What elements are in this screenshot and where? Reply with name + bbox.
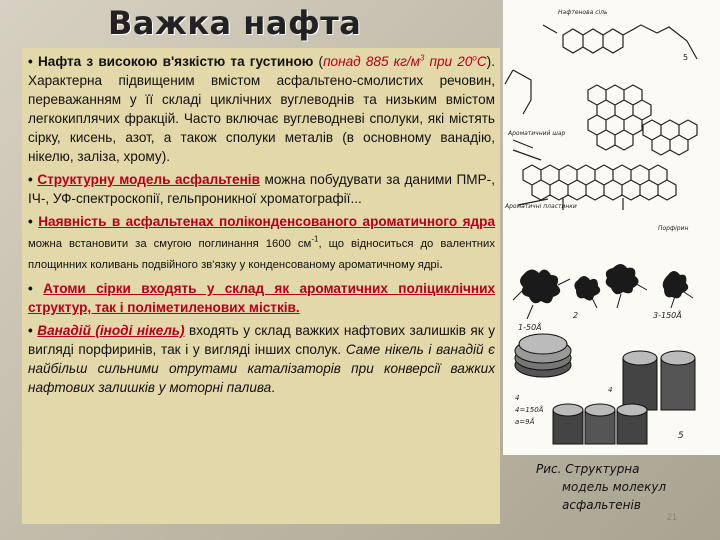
bullet: • — [28, 172, 33, 187]
polycyclic-core-drawing — [505, 25, 697, 210]
p1-at: при 20 — [424, 54, 473, 69]
p3-rest2: , що відноситься до валентних площинних коливань подвійного зв'язку у конденсованому ароматичному ядрі — [28, 238, 495, 271]
p1-c: С — [476, 54, 487, 69]
p1-open: ( — [313, 54, 324, 69]
label-aromatic-plates: Ароматичні пластинки — [505, 203, 577, 210]
paragraph-3 — [28, 212, 495, 275]
text-panel — [22, 48, 500, 524]
p1-close: ). — [486, 54, 495, 69]
p5-lead: Ванадій (іноді нікель) — [37, 323, 185, 338]
label-c3: 3-150Å — [653, 311, 682, 320]
p5-rest: входять у склад важких нафтових залишків як у вигляді порфиринів, так і у вигляді інших сполук. — [28, 323, 496, 357]
paragraph-1 — [28, 52, 495, 166]
slide-title: Важка нафта — [108, 4, 362, 42]
p4-lead: Атоми сірки входять у склад як ароматичних поліциклічних структур, так і поліметиленових містків. — [28, 281, 495, 315]
p1-lead: Нафта з високою в'язкістю та густиною — [37, 54, 314, 69]
p5-dot: . — [271, 380, 276, 395]
figure-labels — [504, 9, 688, 232]
label-naphthenic: Нафтенова сіль — [558, 9, 608, 16]
caption-line-2: модель молекул асфальтенів — [562, 480, 667, 512]
asphaltene-structure-diagram — [503, 0, 720, 455]
stacked-discs — [515, 334, 695, 444]
p1-sup3: 3 — [419, 53, 425, 63]
p5-italic: Саме нікель і ванадій є найбільш сильними отрутами каталізаторів при конверсії важких нафтових залишків у моторні палива — [28, 342, 496, 395]
p3-rest1: можна встановити за смугою поглинання 1600 см — [28, 238, 312, 250]
label-5: 5 — [683, 53, 689, 62]
label-c5: 5 — [678, 431, 684, 441]
label-aromatic-layer: Ароматичний шар — [508, 130, 566, 137]
label-porphyrin: Порфірин — [658, 225, 689, 232]
paragraph-5 — [28, 321, 495, 397]
bullet: • — [28, 281, 33, 296]
micelle-clusters — [520, 264, 688, 303]
asphaltene-figure — [503, 0, 720, 455]
p1-density: понад 885 кг/м — [323, 54, 420, 69]
p3-dot: . — [439, 256, 444, 271]
page-number: 21 — [667, 512, 678, 522]
paragraph-4 — [28, 279, 495, 317]
bullet: • — [28, 214, 33, 229]
p3-lead: Наявність в асфальтенах поліконденсованого ароматичного ядра — [38, 214, 495, 229]
micelle-labels — [518, 309, 682, 332]
label-c2: 2 — [573, 311, 579, 320]
label-c4c: a=9Å — [515, 418, 535, 426]
p3-sup: -1 — [311, 234, 319, 244]
label-c4b: 4=150Å — [515, 406, 544, 414]
bullet: • — [28, 54, 33, 69]
label-c4: 4 — [608, 386, 613, 394]
label-c4a: 4 — [515, 394, 520, 402]
p2-rest: можна побудувати за даними ПМР-, ІЧ-, УФ-спектроскопії, гельпроникної хроматографії... — [28, 172, 495, 206]
p1-rest: Характерна підвищеним вмістом асфальтено-смолистих речовин, переважанням у її складі циклічних вуглеводнів та низьким вмістом легкокиплячих фракцій. Часто включає вуглеводневі сполуки, які містять сірку, кисень, азот, а також сполуки металів (в основному ванадію, нікелю, заліза, хрому). — [28, 73, 495, 164]
bullet: • — [28, 323, 33, 338]
caption-line-1: Рис. Структурна — [536, 462, 640, 476]
p1-supo: о — [472, 53, 477, 63]
paragraph-2 — [28, 170, 495, 208]
p2-lead: Структурну модель асфальтенів — [37, 172, 260, 187]
figure-caption — [536, 460, 706, 514]
label-c1: 1-50Å — [518, 323, 542, 332]
